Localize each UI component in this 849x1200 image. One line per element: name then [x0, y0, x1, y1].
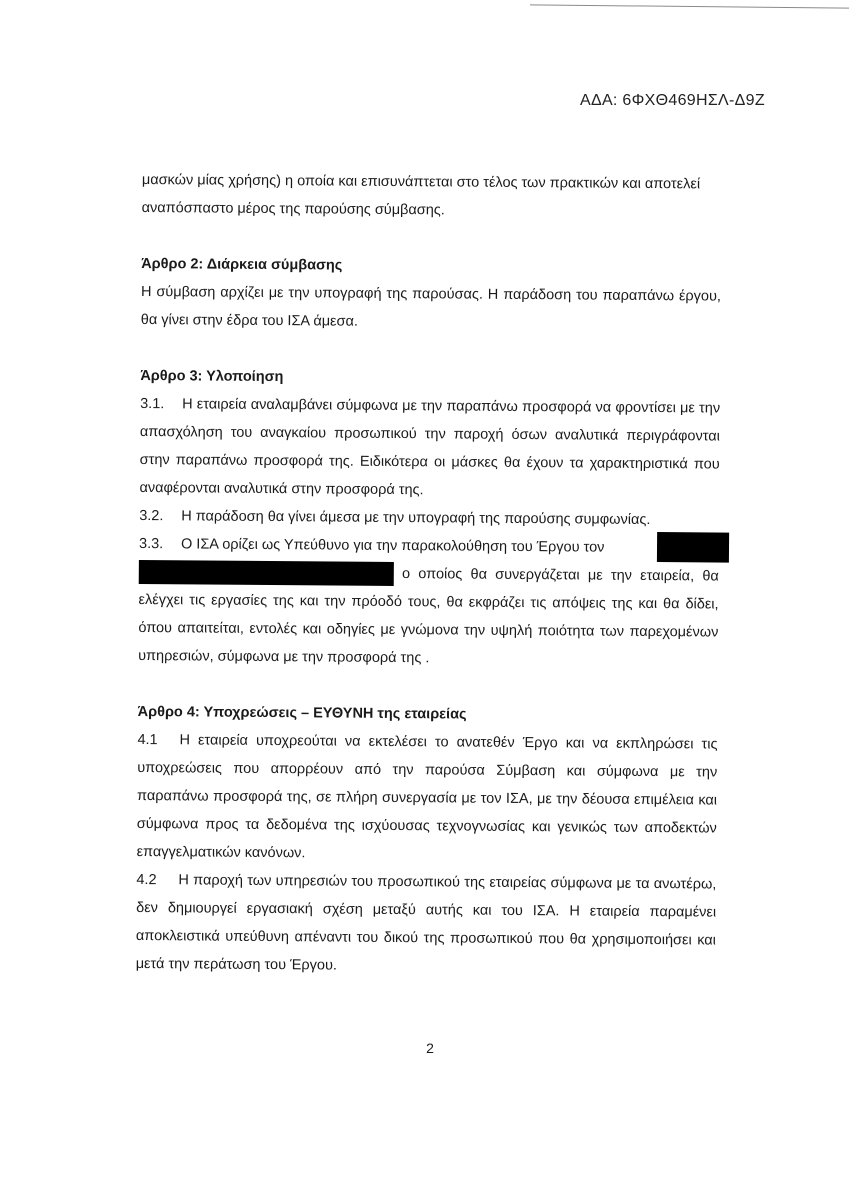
article-2-title: Άρθρο 2: Διάρκεια σύμβασης	[141, 255, 343, 274]
redaction-box	[139, 560, 394, 586]
article-4-item-1	[137, 726, 718, 871]
article-4-item-2	[136, 866, 717, 983]
document-body	[136, 166, 722, 983]
item-number: 4.2	[136, 871, 157, 889]
article-2-text: Η σύμβαση αρχίζει με την υπογραφή της παρούσας. Η παράδοση του παραπάνω έργου, θα γίνει στην έδρα του ΙΣΑ άμεσα.	[140, 283, 722, 330]
item-text: Η εταιρεία αναλαμβάνει σύμφωνα με την παραπάνω προσφορά να φροντίσει με την απασχόληση του αναγκαίου προσωπικού την παροχή όσων αναλυτικά περιγράφονται στην παραπάνω προσφορά της. Ειδικότερα οι μάσκες θα έχουν τα χαρακτηριστικά που αναφέρονται αναλυτικά στην προσφορά της.	[139, 396, 721, 499]
intro-line-2: αναπόσπαστο μέρος της παρούσης σύμβασης.	[141, 199, 445, 219]
article-3-item-2	[139, 502, 719, 535]
item-number: 4.1	[137, 731, 158, 749]
redaction-box	[657, 532, 729, 563]
ada-code: ΑΔΑ: 6ΦΧΘ469ΗΣΛ-Δ9Ζ	[580, 92, 765, 109]
article-4-title: Άρθρο 4: Υποχρεώσεις – ΕΥΘΥΝΗ της εταιρείας	[137, 703, 467, 723]
article-3-item-1	[139, 390, 720, 507]
item-number: 3.3.	[138, 535, 164, 553]
item-text-after: ο οποίος θα συνεργάζεται με την εταιρεία, θα ελέγχει τις εργασίες της και την πρόοδό τους, θα εκφράζει τις απόψεις της και θα δίδει, όπου απαιτείται, εντολές και οδηγίες με γνώμονα την υψηλή ποιότητα των παρεχομένων υπηρεσιών, σύμφωνα με την προσφορά της .	[138, 565, 719, 667]
item-text: Η παροχή των υπηρεσιών του προσωπικού της εταιρείας σύμφωνα με τα ανωτέρω, δεν δημιουργεί εργασιακή σχέση μεταξύ αυτής και του ΙΣΑ. Η εταιρεία παραμένει αποκλειστικά υπεύθυνη απέναντι του δικού της προσωπικού που θα χρησιμοποιήσει και μετά την περάτωση του Έργου.	[135, 872, 717, 974]
article-3-item-3	[138, 530, 719, 675]
scan-edge-line	[530, 4, 849, 8]
article-3-title: Άρθρο 3: Υλοποίηση	[140, 367, 284, 386]
item-text: Η εταιρεία υποχρεούται να εκτελέσει το ανατεθέν Έργο και να εκπληρώσει τις υποχρεώσεις που απορρέουν από την παρούσα Σύμβαση και σύμφωνα με την παραπάνω προσφορά της, σε πλήρη συνεργασία με τον ΙΣΑ, με την δέουσα επιμέλεια και σύμφωνα προς τα δεδομένα της ισχύουσας τεχνογνωσίας και γενικώς των αποδεκτών επαγγελματικών κανόνων.	[136, 732, 718, 862]
item-number: 3.1.	[140, 395, 165, 413]
item-text: Η παράδοση θα γίνει άμεσα με την υπογραφή της παρούσης συμφωνίας.	[181, 508, 651, 529]
item-text-before: Ο ΙΣΑ ορίζει ως Υπεύθυνο για την παρακολούθηση του Έργου τον	[180, 536, 605, 556]
page-number: 2	[426, 1040, 434, 1056]
intro-line-1: μασκών μίας χρήσης) η οποία και επισυνάπτεται στο τέλος των πρακτικών και αποτελεί	[141, 171, 701, 193]
item-number: 3.2.	[139, 507, 164, 525]
